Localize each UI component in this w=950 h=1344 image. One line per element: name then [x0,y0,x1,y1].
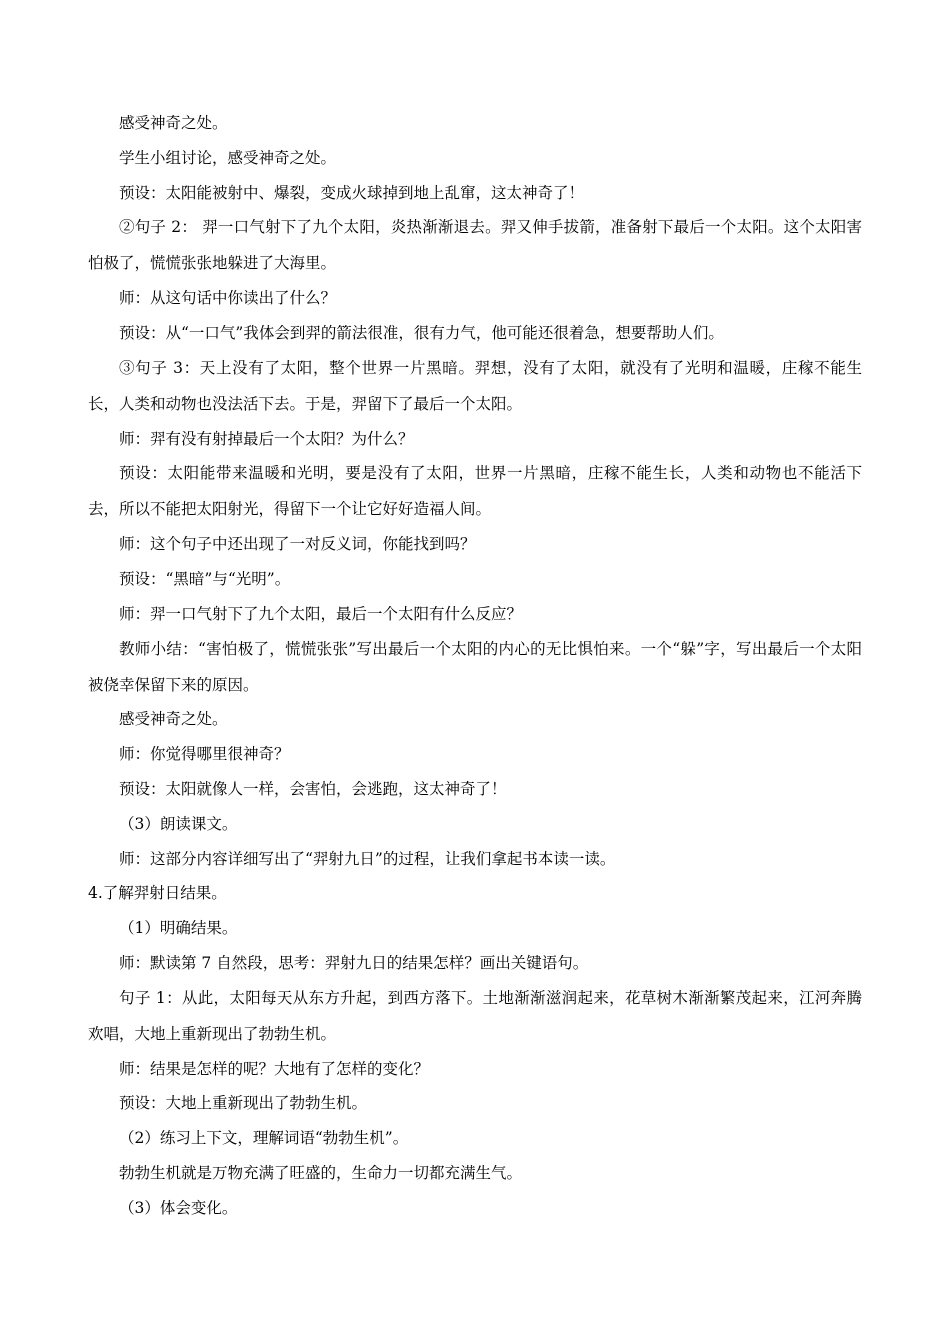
paragraph: （3）体会变化。 [119,1198,238,1217]
paragraph: 预设：从“一口气”我体会到羿的箭法很准，很有力气，他可能还很着急，想要帮助人们。 [119,323,724,342]
paragraph: 勃勃生机就是万物充满了旺盛的，生命力一切都充满生气。 [119,1163,523,1182]
section-heading: 4.了解羿射日结果。 [88,884,227,903]
document-body [88,112,862,1232]
paragraph: 师：这个句子中还出现了一对反义词，你能找到吗？ [119,535,476,554]
paragraph: 感受神奇之处。 [119,710,228,729]
paragraph: 预设：太阳能带来温暖和光明，要是没有了太阳，世界一片黑暗，庄稼不能生长，人类和动物也不能活下去，所以不能把太阳射光，得留下一个让它好好造福人间。 [88,464,862,519]
paragraph: 师：你觉得哪里很神奇？ [119,745,290,764]
paragraph: 预设：太阳就像人一样，会害怕，会逃跑，这太神奇了！ [119,779,507,798]
paragraph: 师：结果是怎样的呢？大地有了怎样的变化？ [119,1059,430,1078]
paragraph: 预设：“黑暗”与“光明”。 [119,569,291,588]
paragraph: 预设：太阳能被射中、爆裂，变成火球掉到地上乱窜，这太神奇了！ [119,183,585,202]
paragraph: 感受神奇之处。 [119,114,228,132]
paragraph: 师：羿有没有射掉最后一个太阳？为什么？ [119,429,414,448]
paragraph: 学生小组讨论，感受神奇之处。 [119,148,337,167]
paragraph: （3）朗读课文。 [119,814,238,833]
paragraph: （2）练习上下文，理解词语“勃勃生机”。 [119,1129,409,1148]
paragraph: 师：默读第 7 自然段，思考：羿射九日的结果怎样？画出关键语句。 [119,953,589,972]
paragraph: 师：这部分内容详细写出了“羿射九日”的过程，让我们拿起书本读一读。 [119,849,616,868]
paragraph: 句子 1：从此，太阳每天从东方升起，到西方落下。土地渐渐滋润起来，花草树木渐渐繁茂起来，江河奔腾欢唱，大地上重新现出了勃勃生机。 [88,988,862,1043]
paragraph: ③句子 3：天上没有了太阳，整个世界一片黑暗。羿想，没有了太阳，就没有了光明和温暖，庄稼不能生长，人类和动物也没法活下去。于是，羿留下了最后一个太阳。 [88,358,862,413]
paragraph: 预设：大地上重新现出了勃勃生机。 [119,1094,368,1113]
paragraph: ②句子 2： 羿一口气射下了九个太阳，炎热渐渐退去。羿又伸手拔箭，准备射下最后一个太阳。这个太阳害怕极了，慌慌张张地躲进了大海里。 [88,218,862,273]
paragraph: （1）明确结果。 [119,919,238,938]
paragraph: 师：从这句话中你读出了什么？ [119,289,337,308]
paragraph: 教师小结：“害怕极了，慌慌张张”写出最后一个太阳的内心的无比惧怕来。一个“躲”字，写出最后一个太阳被侥幸保留下来的原因。 [88,639,862,694]
paragraph: 师：羿一口气射下了九个太阳，最后一个太阳有什么反应？ [119,604,523,623]
